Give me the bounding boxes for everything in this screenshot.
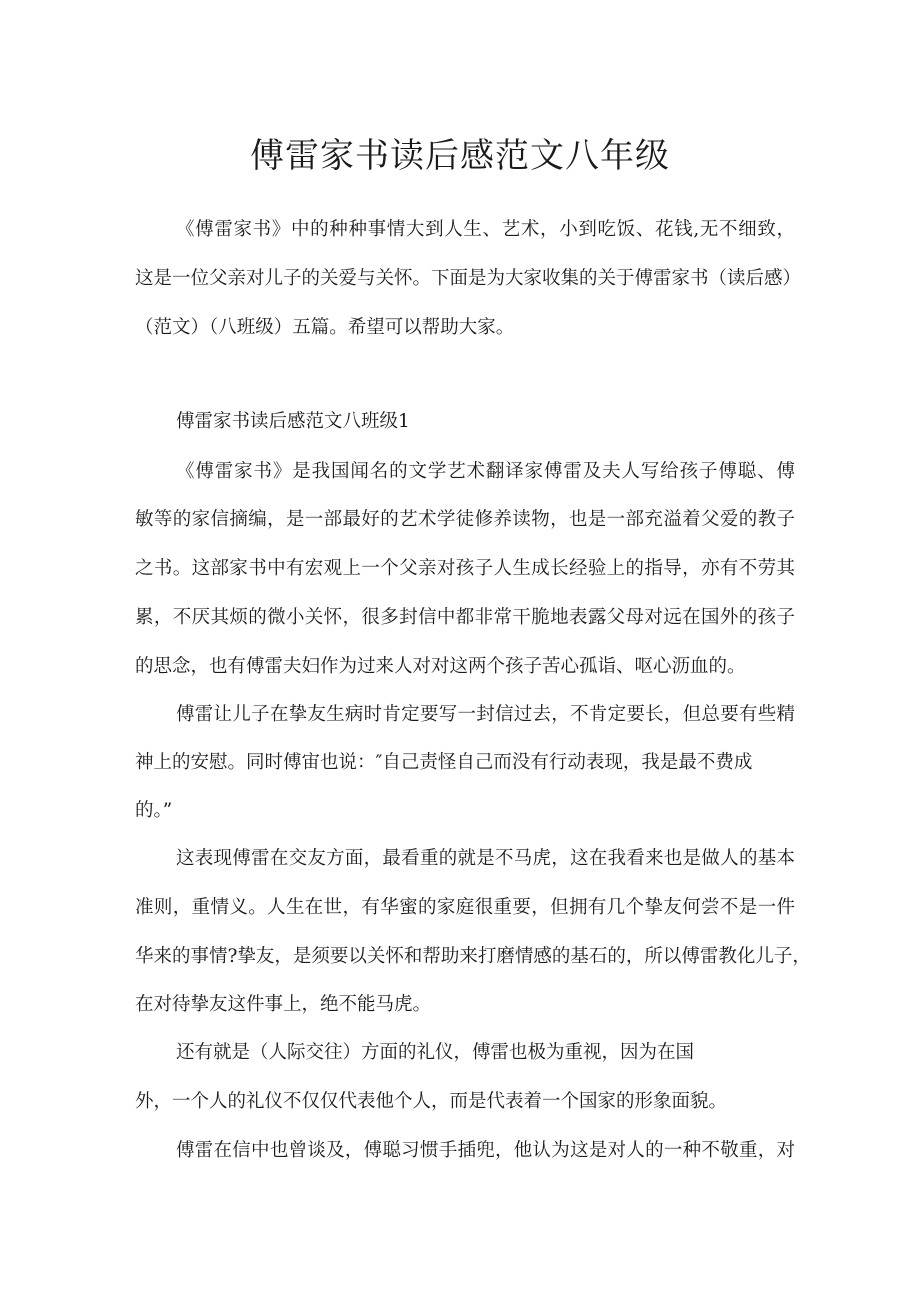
body-line: 傅雷在信中也曾谈及，傅聪习惯手插兜，他认为这是对人的一种不敬重，对 bbox=[176, 1140, 795, 1161]
section-heading: 傅雷家书读后感范文八班级1 bbox=[176, 411, 410, 432]
body-line: 傅雷让儿子在挚友生病时肯定要写一封信过去，不肯定要长，但总要有些精 bbox=[176, 704, 795, 725]
body-line: 外，一个人的礼仪不仅仅代表他个人，而是代表着一个国家的形象面貌。 bbox=[135, 1091, 728, 1112]
body-line: 之书。这部家书中有宏观上一个父亲对孩子人生成长经验上的指导，亦有不劳其 bbox=[135, 558, 795, 579]
intro-line-1: 《傅雷家书》中的种种事情大到人生、艺术，小到吃饭、花钱,无不细致， bbox=[176, 219, 795, 240]
body-line: 累，不厌其烦的微小关怀，很多封信中都非常干脆地表露父母对远在国外的孩子 bbox=[135, 607, 795, 628]
document-title: 傅雷家书读后感范文八年级 bbox=[250, 136, 670, 176]
body-line: 的。” bbox=[135, 800, 173, 821]
intro-line-2: 这是一位父亲对儿子的关爱与关怀。下面是为大家收集的关于傅雷家书（读后感） bbox=[135, 268, 802, 289]
body-line: 这表现傅雷在交友方面，最看重的就是不马虎，这在我看来也是做人的基本 bbox=[176, 848, 795, 869]
body-line: 在对待挚友这件事上，绝不能马虎。 bbox=[135, 994, 432, 1015]
intro-line-3: （范文）（八班级）五篇。希望可以帮助大家。 bbox=[135, 317, 515, 338]
body-line: 敏等的家信摘编，是一部最好的艺术学徒修养读物，也是一部充溢着父爱的教子 bbox=[135, 509, 795, 530]
body-line: 准则，重情义。人生在世，有华蜜的家庭很重要，但拥有几个挚友何尝不是一件 bbox=[135, 897, 795, 918]
body-line: 神上的安慰。同时傅宙也说：″自己责怪自己而没有行动表现，我是最不费成 bbox=[135, 752, 753, 773]
body-line: 还有就是（人际交往）方面的礼仪，傅雷也极为重视，因为在国 bbox=[176, 1042, 695, 1063]
body-line: 《傅雷家书》是我国闻名的文学艺术翻译家傅雷及夫人写给孩子傅聪、傅 bbox=[176, 461, 795, 482]
body-line: 的思念，也有傅雷夫妇作为过来人对对这两个孩子苦心孤诣、呕心沥血的。 bbox=[135, 656, 746, 677]
body-line: 华来的事情?挚友，是须要以关怀和帮助来打磨情感的基石的，所以傅雷教化儿子， bbox=[135, 946, 811, 967]
